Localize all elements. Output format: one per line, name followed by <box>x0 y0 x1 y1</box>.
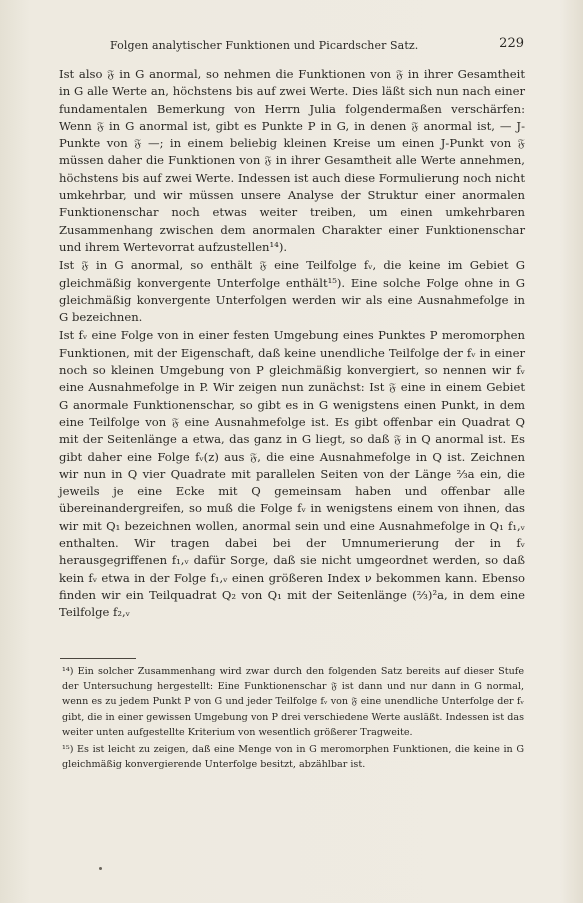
paragraph: Ist fᵥ eine Folge von in einer festen Umgebung eines Punktes P meromorphen Funktionen, mit der Eigenschaft, daß keine unendliche Teilfolge der fᵥ in einer noch so kleinen Umgebung von P gleichmäßig konvergiert, so nennen wir fᵥ eine Ausnahmefolge in P. Wir zeigen nun zunächst: Ist 𝔉 eine in einem Gebiet G anormale Funktionenschar, so gibt es in G wenigstens einen Punkt, in dem eine Teilfolge von 𝔉 eine Ausnahmefolge ist. Es gibt offenbar ein Quadrat Q mit der Seitenlänge a etwa, das ganz in G liegt, so daß 𝔉 in Q anormal ist. Es gibt daher eine Folge fᵥ(z) aus 𝔉, die eine Ausnahmefolge in Q ist. Zeichnen wir nun in Q vier Quadrate mit parallelen Seiten von der Länge ⅔a ein, die jeweils je eine Ecke mit Q gemeinsam haben und offenbar alle übereinandergreifen, so muß die Folge fᵥ in wenigstens einem von ihnen, das wir mit Q₁ bezeichnen wollen, anormal sein und eine Ausnahmefolge in Q₁ f₁,ᵥ enthalten. Wir tragen dabei bei der Umnumerierung der in fᵥ herausgegriffenen f₁,ᵥ dafür Sorge, daß sie nicht umgeordnet werden, so daß kein fᵥ etwa in der Folge f₁,ᵥ einen größeren Index ν bekommen kann. Ebenso finden wir ein Teilquadrat Q₂ von Q₁ mit der Seitenlänge (⅔)²a, in dem eine Teilfolge f₂,ᵥ <box>59 328 525 620</box>
running-title: Folgen analytischer Funktionen und Picardscher Satz. <box>110 39 419 52</box>
paragraph: Ist also 𝔉 in G anormal, so nehmen die Funktionen von 𝔉 in ihrer Gesamtheit in G alle Werte an, höchstens bis auf zwei Werte. Dies läßt sich nun nach einer fundamentalen Bemerkung von Herrn Julia folgendermaßen verschärfen: Wenn 𝔉 in G anormal ist, gibt es Punkte P in G, in denen 𝔉 anormal ist, — J-Punkte von 𝔉 —; in einem beliebig kleinen Kreise um einen J-Punkt von 𝔉 müssen daher die Funktionen von 𝔉 in ihrer Gesamtheit alle Werte annehmen, höchstens bis auf zwei Werte. Indessen ist auch diese Formulierung noch nicht umkehrbar, und wir müssen unsere Analyse der Struktur einer anormalen Funktionenschar noch etwas weiter treiben, um einen umkehrbaren Zusammenhang zwischen dem anormalen Charakter einer Funktionenschar und ihrem Wertevorrat aufzustellen¹⁴). <box>59 67 525 254</box>
footnote-divider <box>60 658 136 659</box>
ink-speck <box>99 867 102 870</box>
page-header <box>62 36 522 54</box>
footnote: ¹⁵) Es ist leicht zu zeigen, daß eine Menge von in G meromorphen Funktionen, die keine in G gleichmäßig konvergierende Unterfolge besitzt, abzählbar ist. <box>62 744 524 771</box>
main-text <box>59 66 525 622</box>
footnotes <box>62 664 524 772</box>
page-number: 229 <box>499 36 524 51</box>
paragraph: Ist 𝔉 in G anormal, so enthält 𝔉 eine Teilfolge fᵥ, die keine im Gebiet G gleichmäßig konvergente Unterfolge enthält¹⁵). Eine solche Folge ohne in G gleichmäßig konvergente Unterfolgen werden wir als eine Ausnahmefolge in G bezeichnen. <box>59 258 525 325</box>
footnote: ¹⁴) Ein solcher Zusammenhang wird zwar durch den folgenden Satz bereits auf dieser Stufe der Untersuchung hergestellt: Eine Funktionenschar 𝔉 ist dann und nur dann in G normal, wenn es zu jedem Punkt P von G und jeder Teilfolge fᵥ von 𝔉 eine unendliche Unterfolge der fᵥ gibt, die in einer gewissen Umgebung von P drei verschiedene Werte ausläßt. Indessen ist das weiter unten aufgestellte Kriterium von wesentlich größerer Tragweite. <box>62 666 524 738</box>
